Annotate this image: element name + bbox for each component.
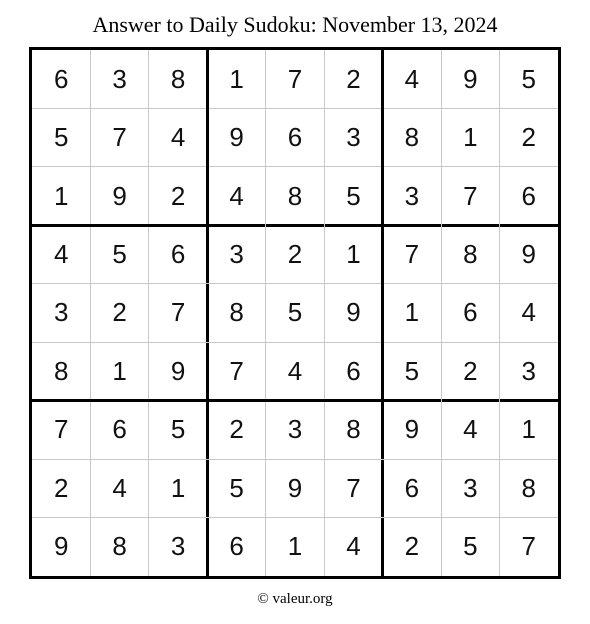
sudoku-cell: 3 bbox=[463, 472, 478, 503]
sudoku-cell: 7 bbox=[346, 472, 361, 503]
grid-line-horizontal bbox=[32, 459, 558, 460]
sudoku-cell: 9 bbox=[112, 180, 127, 211]
sudoku-cell: 7 bbox=[463, 180, 478, 211]
sudoku-cell: 8 bbox=[53, 355, 69, 386]
sudoku-cell: 5 bbox=[463, 531, 478, 562]
sudoku-cell: 6 bbox=[170, 239, 186, 270]
sudoku-cell: 3 bbox=[521, 355, 536, 386]
sudoku-cell: 9 bbox=[521, 239, 536, 270]
grid-line-horizontal bbox=[32, 108, 558, 109]
grid-line-horizontal bbox=[32, 283, 558, 284]
sudoku-cell: 5 bbox=[229, 472, 244, 503]
sudoku-cell: 3 bbox=[53, 297, 69, 328]
sudoku-cell: 9 bbox=[463, 63, 478, 94]
sudoku-cell: 3 bbox=[170, 531, 186, 562]
copyright-footer: © valeur.org bbox=[257, 591, 333, 607]
grid-line-vertical bbox=[90, 50, 91, 576]
sudoku-cell: 2 bbox=[170, 180, 186, 211]
sudoku-cell: 1 bbox=[521, 414, 536, 445]
sudoku-cell: 4 bbox=[229, 180, 244, 211]
sudoku-cell: 7 bbox=[53, 414, 69, 445]
sudoku-cell: 9 bbox=[53, 531, 69, 562]
sudoku-cell: 1 bbox=[346, 239, 361, 270]
sudoku-cell: 6 bbox=[404, 472, 420, 503]
sudoku-cell: 7 bbox=[404, 239, 420, 270]
sudoku-cell: 4 bbox=[112, 472, 127, 503]
sudoku-cell: 2 bbox=[229, 414, 244, 445]
sudoku-cell: 3 bbox=[404, 180, 420, 211]
sudoku-cell: 8 bbox=[287, 180, 303, 211]
sudoku-cell: 9 bbox=[170, 355, 186, 386]
sudoku-cell: 2 bbox=[112, 297, 127, 328]
page-title: Answer to Daily Sudoku: November 13, 2024 bbox=[92, 12, 498, 37]
sudoku-cell: 1 bbox=[287, 531, 303, 562]
sudoku-cell: 1 bbox=[229, 63, 244, 94]
sudoku-cell: 8 bbox=[112, 531, 127, 562]
grid-line-vertical bbox=[499, 50, 500, 576]
sudoku-cell: 2 bbox=[287, 239, 303, 270]
sudoku-board bbox=[29, 47, 561, 579]
grid-line-vertical bbox=[148, 50, 149, 576]
sudoku-cell: 6 bbox=[112, 414, 127, 445]
sudoku-cell: 4 bbox=[521, 297, 536, 328]
sudoku-cell: 2 bbox=[346, 63, 361, 94]
sudoku-cell: 2 bbox=[404, 531, 420, 562]
sudoku-cell: 4 bbox=[53, 239, 69, 270]
sudoku-cell: 8 bbox=[463, 239, 478, 270]
sudoku-cell: 3 bbox=[112, 63, 127, 94]
sudoku-cell: 8 bbox=[229, 297, 244, 328]
sudoku-cell: 3 bbox=[287, 414, 303, 445]
sudoku-cell: 3 bbox=[346, 122, 361, 153]
grid-line-vertical bbox=[441, 50, 442, 576]
sudoku-cell: 5 bbox=[53, 122, 69, 153]
grid-line-horizontal bbox=[32, 342, 558, 343]
sudoku-cell: 2 bbox=[463, 355, 478, 386]
sudoku-cell: 5 bbox=[287, 297, 303, 328]
sudoku-cell: 9 bbox=[287, 472, 303, 503]
sudoku-cell: 7 bbox=[112, 122, 127, 153]
sudoku-cell: 1 bbox=[463, 122, 478, 153]
sudoku-cell: 5 bbox=[346, 180, 361, 211]
sudoku-cell: 2 bbox=[521, 122, 536, 153]
sudoku-cell: 6 bbox=[229, 531, 244, 562]
sudoku-cell: 4 bbox=[287, 355, 303, 386]
grid-line-horizontal bbox=[32, 166, 558, 167]
sudoku-cell: 6 bbox=[346, 355, 361, 386]
box-divider-horizontal bbox=[32, 224, 558, 227]
sudoku-cell: 1 bbox=[404, 297, 420, 328]
grid-line-horizontal bbox=[32, 517, 558, 518]
box-divider-vertical bbox=[206, 50, 209, 576]
sudoku-cell: 4 bbox=[346, 531, 361, 562]
sudoku-cell: 7 bbox=[229, 355, 244, 386]
sudoku-cell: 4 bbox=[404, 63, 420, 94]
sudoku-cell: 7 bbox=[287, 63, 303, 94]
sudoku-cell: 8 bbox=[404, 122, 420, 153]
sudoku-cell: 7 bbox=[521, 531, 536, 562]
sudoku-cell: 7 bbox=[170, 297, 186, 328]
sudoku-cell: 3 bbox=[229, 239, 244, 270]
grid-line-vertical bbox=[324, 50, 325, 576]
box-divider-horizontal bbox=[32, 399, 558, 402]
sudoku-cell: 4 bbox=[170, 122, 186, 153]
sudoku-cell: 5 bbox=[521, 63, 536, 94]
sudoku-cell: 5 bbox=[112, 239, 127, 270]
grid-line-vertical bbox=[265, 50, 266, 576]
sudoku-cell: 9 bbox=[346, 297, 361, 328]
sudoku-cell: 4 bbox=[463, 414, 478, 445]
sudoku-cell: 8 bbox=[346, 414, 361, 445]
sudoku-cell: 9 bbox=[404, 414, 420, 445]
sudoku-cell: 5 bbox=[170, 414, 186, 445]
sudoku-cell: 6 bbox=[463, 297, 478, 328]
sudoku-cell: 2 bbox=[53, 472, 69, 503]
sudoku-cell: 6 bbox=[521, 180, 536, 211]
sudoku-cell: 1 bbox=[53, 180, 69, 211]
sudoku-cell: 6 bbox=[53, 63, 69, 94]
sudoku-cell: 9 bbox=[229, 122, 244, 153]
sudoku-cell: 6 bbox=[287, 122, 303, 153]
box-divider-vertical bbox=[381, 50, 384, 576]
sudoku-cell: 5 bbox=[404, 355, 420, 386]
sudoku-cell: 8 bbox=[521, 472, 536, 503]
sudoku-cell: 1 bbox=[112, 355, 127, 386]
sudoku-cell: 1 bbox=[170, 472, 186, 503]
sudoku-cell: 8 bbox=[170, 63, 186, 94]
